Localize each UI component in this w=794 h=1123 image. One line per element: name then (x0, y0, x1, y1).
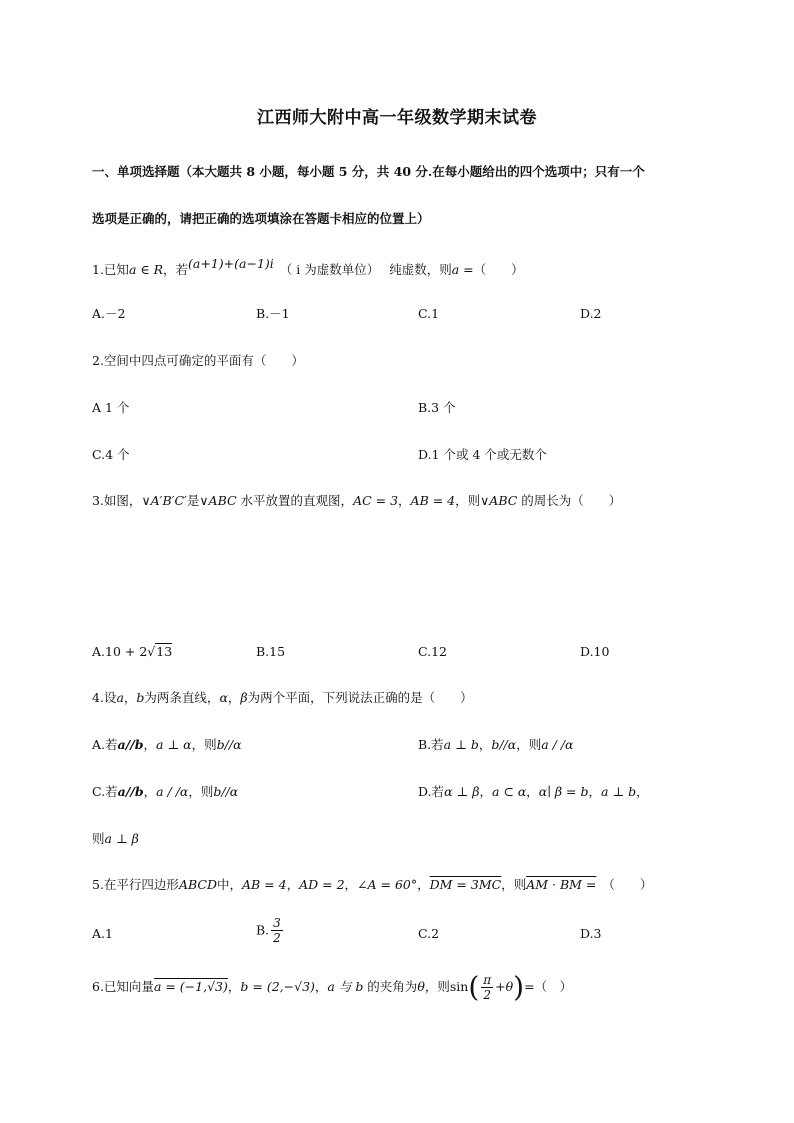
q4-option-c[interactable]: C.若a//b，a / /α，则b//α (92, 784, 239, 799)
q2-option-c[interactable]: C.4 个 (92, 447, 130, 462)
q4-option-b[interactable]: B.若a ⊥ b，b//α，则a / /α (418, 737, 574, 752)
q2-option-b[interactable]: B.3 个 (418, 400, 456, 415)
q2-option-a[interactable]: A 1 个 (92, 400, 130, 415)
q3-option-a[interactable]: A.10 + 2√13 (92, 644, 173, 659)
question-1-stem: 1.已知a ∈ R，若(a+1)+(a−1)i （ i 为虚数单位） 纯虚数，则a =（ ） (92, 256, 524, 277)
q4-option-d-continuation: 则a ⊥ β (92, 831, 139, 846)
question-3-stem: 3.如图，∨A′B′C′是∨ABC 水平放置的直观图，AC = 3，AB = 4，则∨ABC 的周长为（ ） (92, 493, 622, 508)
q1-option-a[interactable]: A.－2 (92, 306, 126, 321)
q3-option-b[interactable]: B.15 (256, 644, 286, 659)
q3-option-d[interactable]: D.10 (580, 644, 610, 659)
q5-option-c[interactable]: C.2 (418, 926, 440, 941)
q5-option-d[interactable]: D.3 (580, 926, 602, 941)
q5-option-b[interactable]: B. $\frac{3}{2}$ (256, 916, 281, 945)
section-heading-line2: 选项是正确的，请把正确的选项填涂在答题卡相应的位置上） (92, 211, 430, 226)
q1-option-d[interactable]: D.2 (580, 306, 602, 321)
page-title: 江西师大附中高一年级数学期末试卷 (257, 108, 537, 128)
question-2-stem: 2.空间中四点可确定的平面有（ ） (92, 353, 304, 368)
q2-option-d[interactable]: D.1 个或 4 个或无数个 (418, 447, 547, 462)
question-5-stem: 5.在平行四边形ABCD中，AB = 4，AD = 2，∠A = 60°，DM = 3MC，则AM · BM = （ ） (92, 877, 653, 892)
q5-option-a[interactable]: A.1 (92, 926, 113, 941)
section-heading-line1: 一、单项选择题（本大题共 8 小题，每小题 5 分，共 40 分.在每小题给出的四个选项中；只有一个 (92, 164, 645, 179)
question-4-stem: 4.设a，b为两条直线，α，β为两个平面，下列说法正确的是（ ） (92, 690, 473, 705)
q1-option-b[interactable]: B.－1 (256, 306, 290, 321)
q4-option-a[interactable]: A.若a//b，a ⊥ α，则b//α (92, 737, 242, 752)
question-6-stem: 6.已知向量a = (−1,√3)，b = (2,−√3)，a 与 b 的夹角为θ，则sin( $\frac{\pi}{2}$ +θ)=（ ） (92, 970, 573, 1004)
q3-option-c[interactable]: C.12 (418, 644, 447, 659)
q4-option-d[interactable]: D.若α ⊥ β，a ⊂ α，α∣ β = b，a ⊥ b， (418, 784, 649, 799)
fraction: $\frac{3}{2}$ (273, 916, 281, 945)
q1-option-c[interactable]: C.1 (418, 306, 440, 321)
